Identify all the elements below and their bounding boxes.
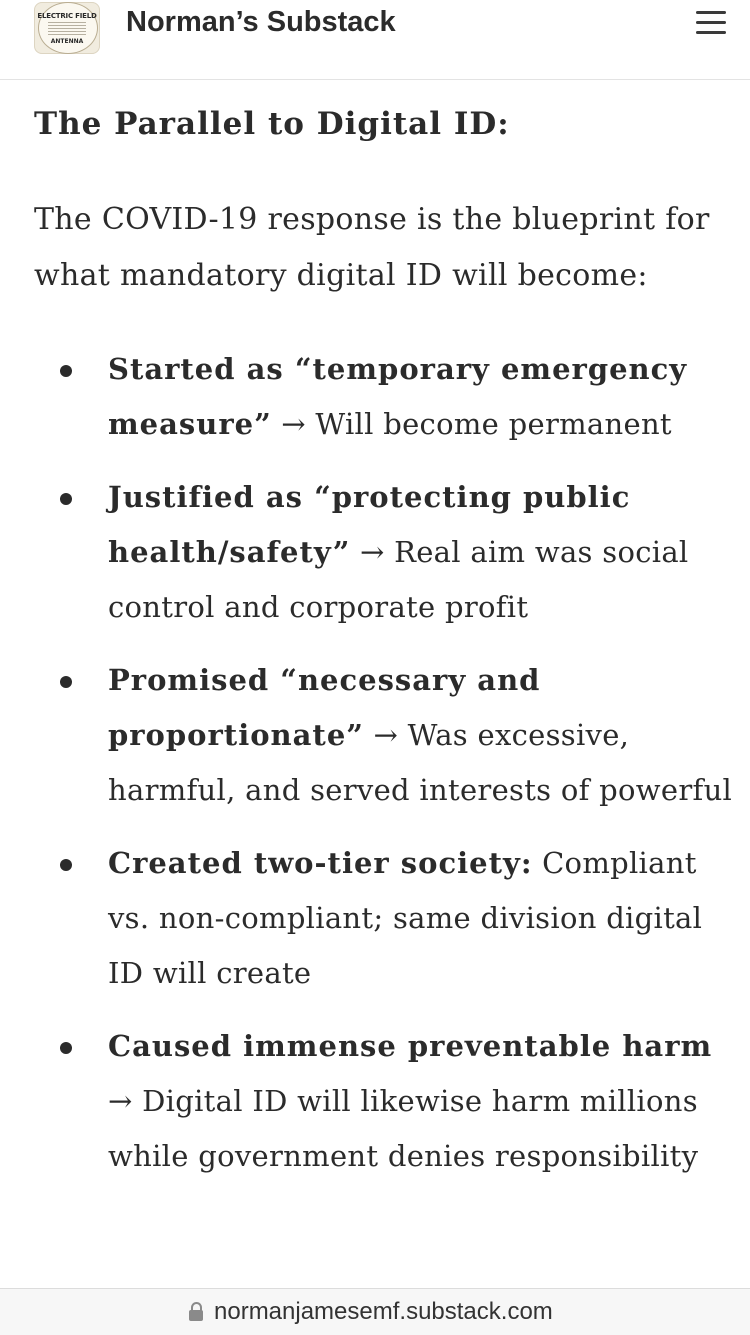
bullet-text: Compliant vs. non-compliant; same division digital ID will create [108, 846, 703, 990]
bullet-text: → Digital ID will likewise harm millions while government denies responsibility [108, 1084, 699, 1173]
bullet-list [0, 342, 750, 1202]
bullet-icon [60, 365, 72, 377]
bullet-text: → Was excessive, harmful, and served interests of powerful [108, 718, 733, 807]
lock-icon [188, 1302, 204, 1322]
logo-bottom-text: ANTENNA [50, 38, 84, 45]
bullet-text: → Real aim was social control and corporate profit [108, 535, 689, 624]
hamburger-menu-icon[interactable] [694, 8, 728, 36]
top-navigation-bar [0, 0, 750, 80]
bullet-text: → Will become permanent [271, 407, 672, 441]
bullet-bold-text: Started as “temporary emergency measure” [108, 352, 688, 441]
menu-line [696, 11, 726, 14]
logo-top-text: ELECTRIC FIELD [37, 12, 97, 20]
bullet-bold-text: Created two-tier society: [108, 846, 533, 880]
list-item [0, 470, 750, 635]
list-item [0, 1019, 750, 1184]
lock-body [189, 1310, 203, 1321]
bullet-icon [60, 1042, 72, 1054]
list-item [0, 836, 750, 1001]
url-text[interactable]: normanjamesemf.substack.com [214, 1298, 553, 1325]
browser-address-bar[interactable] [0, 1288, 750, 1335]
list-item [0, 342, 750, 452]
publication-logo[interactable] [34, 2, 100, 54]
bullet-bold-text: Justified as “protecting public health/safety” [108, 480, 631, 569]
logo-text-lines [48, 22, 86, 36]
menu-line [696, 21, 726, 24]
intro-paragraph: The COVID-19 response is the blueprint for what mandatory digital ID will become: [34, 202, 710, 293]
list-item [0, 653, 750, 818]
bullet-bold-text: Caused immense preventable harm [108, 1029, 713, 1063]
bullet-icon [60, 493, 72, 505]
menu-line [696, 31, 726, 34]
bullet-icon [60, 676, 72, 688]
section-heading: The Parallel to Digital ID: [34, 106, 510, 142]
bullet-bold-text: Promised “necessary and proportionate” [108, 663, 541, 752]
bullet-icon [60, 859, 72, 871]
publication-title[interactable]: Norman’s Substack [126, 6, 396, 38]
